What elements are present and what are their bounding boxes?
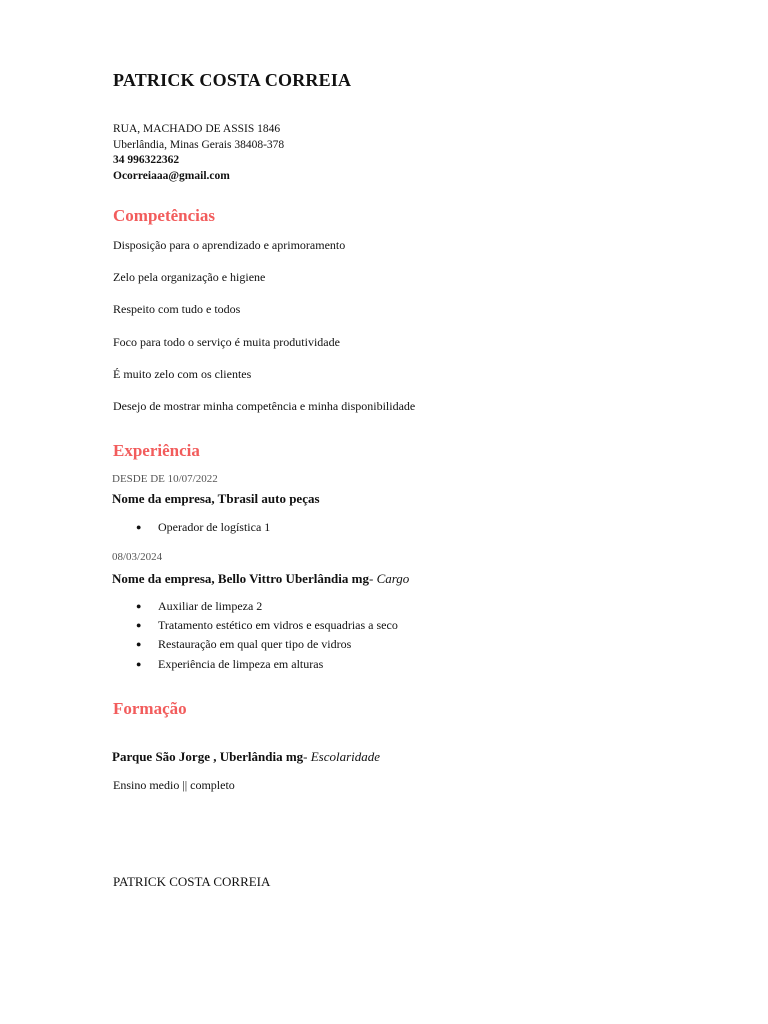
education-heading: Formação xyxy=(113,699,187,718)
job-duty xyxy=(136,599,262,614)
bullet-icon: ● xyxy=(136,620,142,630)
job-duty xyxy=(136,520,270,535)
skill-item: Desejo de mostrar minha competência e minha disponibilidade xyxy=(113,399,416,413)
job-company-name: Nome da empresa, Bello Vittro Uberlândia mg xyxy=(112,571,369,586)
job-duty xyxy=(136,657,323,672)
candidate-name: PATRICK COSTA CORREIA xyxy=(113,70,352,90)
job-role: - Cargo xyxy=(368,571,410,586)
bullet-icon: ● xyxy=(136,639,142,649)
job-duty xyxy=(136,618,398,633)
job-duty-text: Operador de logística 1 xyxy=(158,520,271,534)
education-role: - Escolaridade xyxy=(303,749,381,764)
phone-number: 34 996322362 xyxy=(113,154,180,166)
footer-name: PATRICK COSTA CORREIA xyxy=(113,874,271,889)
skill-item: É muito zelo com os clientes xyxy=(113,367,252,381)
job-duty-text: Tratamento estético em vidros e esquadrias a seco xyxy=(158,618,398,632)
experience-heading: Experiência xyxy=(113,441,200,460)
bullet-icon: ● xyxy=(136,601,142,611)
job-date: DESDE DE 10/07/2022 xyxy=(112,473,218,485)
education-school-name: Parque São Jorge , Uberlândia mg xyxy=(112,749,304,764)
skill-item: Zelo pela organização e higiene xyxy=(113,270,266,284)
email-address: Ocorreiaaa@gmail.com xyxy=(113,170,230,182)
address-line-1: RUA, MACHADO DE ASSIS 1846 xyxy=(113,123,281,135)
bullet-icon: ● xyxy=(136,522,142,532)
job-duty-text: Restauração em qual quer tipo de vidros xyxy=(158,637,352,651)
job-date: 08/03/2024 xyxy=(112,551,163,563)
job-company xyxy=(112,491,320,507)
education-school xyxy=(112,749,380,765)
bullet-icon: ● xyxy=(136,659,142,669)
education-detail: Ensino medio || completo xyxy=(113,778,235,792)
job-duty-text: Experiência de limpeza em alturas xyxy=(158,657,324,671)
skill-item: Respeito com tudo e todos xyxy=(113,302,241,316)
skills-heading: Competências xyxy=(113,206,215,225)
job-company xyxy=(112,571,409,587)
job-duty xyxy=(136,637,351,652)
address-line-2: Uberlândia, Minas Gerais 38408-378 xyxy=(113,139,285,151)
skill-item: Foco para todo o serviço é muita produtividade xyxy=(113,335,340,349)
job-duty-text: Auxiliar de limpeza 2 xyxy=(158,599,263,613)
skill-item: Disposição para o aprendizado e aprimoramento xyxy=(113,238,346,252)
job-company-name: Nome da empresa, Tbrasil auto peças xyxy=(112,491,320,506)
